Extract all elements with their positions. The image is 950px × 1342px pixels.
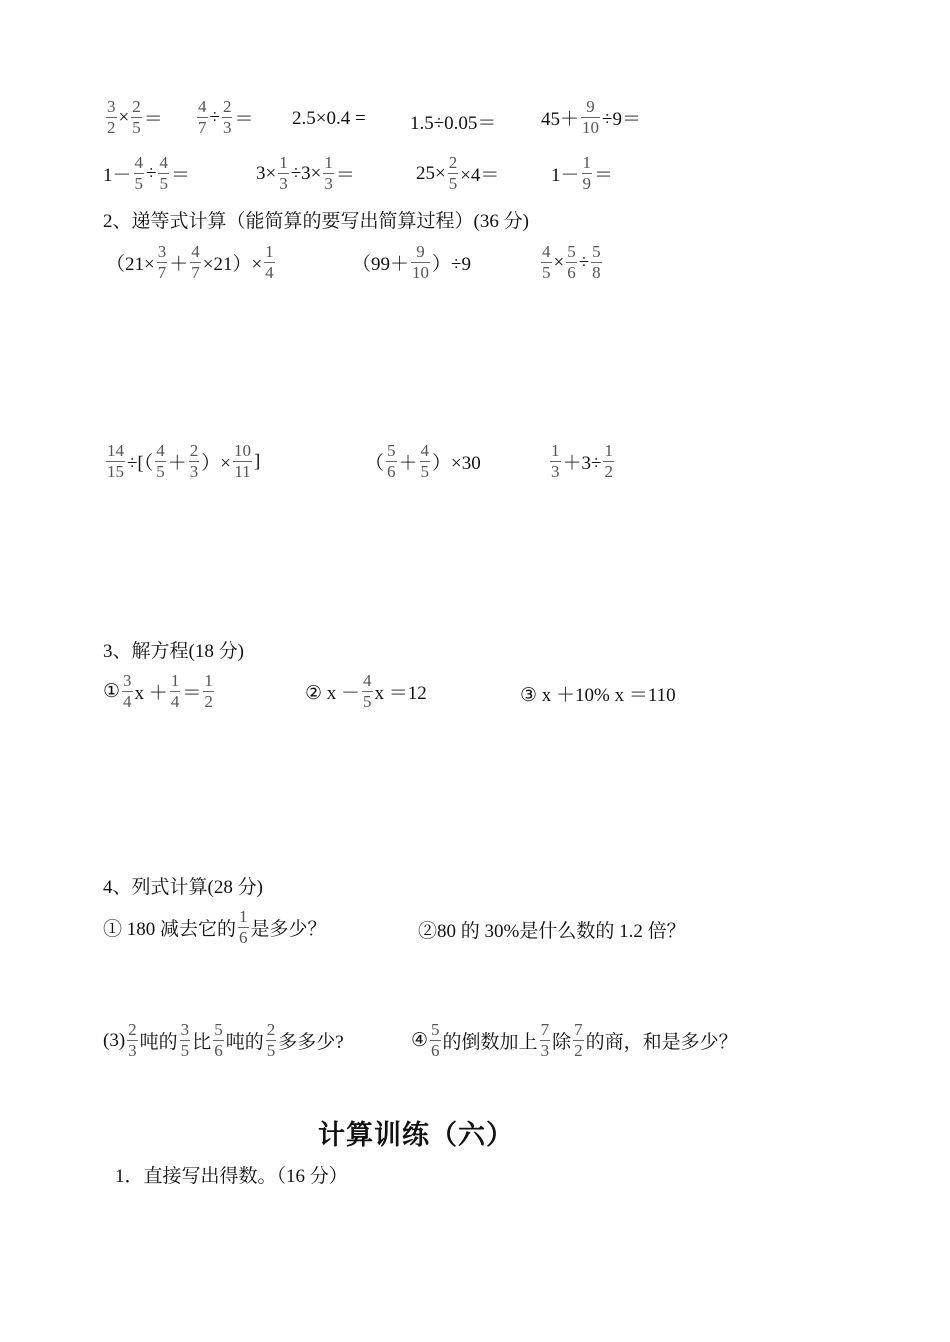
fraction-denominator: 2 <box>604 462 613 481</box>
expression-2-1 <box>103 153 190 194</box>
fraction <box>278 153 289 194</box>
expression-1-2 <box>195 97 253 138</box>
fraction-denominator: 6 <box>214 1041 223 1060</box>
fraction <box>203 671 214 712</box>
fraction-numerator: 3 <box>180 1020 190 1039</box>
expression-2-4 <box>551 153 613 194</box>
fraction <box>541 242 552 283</box>
expression-text: ＝ <box>182 683 202 704</box>
expression-text: 除 <box>552 1032 572 1053</box>
fraction-denominator: 5 <box>363 692 372 711</box>
fraction-denominator: 3 <box>222 118 232 137</box>
expression-text: ）× <box>201 453 231 474</box>
fraction-numerator: 3 <box>123 671 132 690</box>
fraction-numerator: 2 <box>189 441 199 460</box>
expression-text: 多多少? <box>278 1032 344 1053</box>
fraction-denominator: 5 <box>448 174 458 193</box>
fraction <box>430 1020 441 1061</box>
fraction-denominator: 5 <box>159 174 168 193</box>
expression-text: ÷ <box>578 251 590 273</box>
fraction-numerator: 4 <box>542 242 551 261</box>
fraction-numerator: 1 <box>265 242 274 261</box>
fraction-numerator: 2 <box>222 97 232 116</box>
expression-text: (3) <box>103 1029 126 1051</box>
equation-3 <box>520 680 676 707</box>
word-problem-3 <box>103 1020 344 1061</box>
expression-text: ] <box>254 450 261 472</box>
fraction-numerator: 1 <box>604 441 613 460</box>
fraction-denominator: 6 <box>387 462 396 481</box>
fraction <box>603 441 614 482</box>
expression-4-3 <box>548 441 616 482</box>
expression-text: ＋ <box>167 453 187 474</box>
fraction-numerator: 14 <box>107 441 124 460</box>
expression-1-5 <box>541 97 641 138</box>
expression-text: × <box>553 251 565 273</box>
fraction <box>106 441 125 482</box>
expression-text: ÷ <box>146 162 157 184</box>
fraction-denominator: 2 <box>204 692 213 711</box>
expression-1-3 <box>292 108 366 130</box>
expression-text: ＋ <box>398 453 418 474</box>
fraction-denominator: 10 <box>582 118 600 137</box>
expression-text: ②80 的 30%是什么数的 1.2 倍？ <box>418 921 686 942</box>
fraction <box>266 1020 277 1061</box>
fraction-denominator: 3 <box>324 174 333 193</box>
fraction-numerator: 5 <box>431 1020 440 1039</box>
expression-text: ）×30 <box>432 453 481 474</box>
fraction-denominator: 5 <box>266 1041 276 1060</box>
fraction <box>582 153 593 194</box>
expression-text: 1－ <box>103 165 132 186</box>
expression-text: ＋ <box>169 254 189 275</box>
expression-text: ④ <box>411 1030 429 1051</box>
fraction-numerator: 1 <box>239 907 248 926</box>
fraction-numerator: 3 <box>107 97 116 116</box>
expression-text: 45＋ <box>541 109 580 130</box>
fraction-denominator: 5 <box>180 1041 190 1060</box>
expression-text: ×4＝ <box>460 165 500 186</box>
expression-text: 3× <box>256 162 277 184</box>
expression-text: ）÷9 <box>432 254 471 275</box>
expression-3-3 <box>539 242 604 283</box>
expression-text: ÷9＝ <box>602 109 641 130</box>
expression-text: × <box>118 106 130 128</box>
expression-text: （21× <box>106 254 155 275</box>
fraction-numerator: 9 <box>586 97 595 116</box>
expression-text: 25× <box>416 162 446 184</box>
expression-text: （ <box>365 453 385 474</box>
fraction <box>386 441 397 482</box>
fraction <box>134 153 145 194</box>
fraction-numerator: 4 <box>198 97 207 116</box>
fraction <box>448 153 459 194</box>
expression-text: ① 180 减去它的 <box>103 919 237 940</box>
fraction-numerator: 2 <box>132 97 141 116</box>
expression-text: x ＋ <box>134 683 168 704</box>
section4-heading: 4、列式计算(28 分) <box>103 877 263 898</box>
fraction-denominator: 11 <box>234 462 251 481</box>
expression-3-1 <box>106 242 277 283</box>
fraction-denominator: 5 <box>156 462 165 481</box>
fraction <box>581 97 600 138</box>
word-problem-1 <box>103 907 327 948</box>
expression-4-1 <box>104 441 260 482</box>
expression-text: ×21）× <box>202 254 263 275</box>
fraction-numerator: 10 <box>234 441 251 460</box>
fraction-numerator: 4 <box>363 671 372 690</box>
fraction <box>155 441 166 482</box>
fraction-denominator: 6 <box>239 928 248 947</box>
fraction-denominator: 7 <box>157 263 167 282</box>
fraction-numerator: 4 <box>134 153 144 172</box>
fraction-numerator: 2 <box>128 1020 137 1039</box>
fraction-numerator: 4 <box>159 153 168 172</box>
fraction-denominator: 6 <box>431 1041 440 1060</box>
expression-text: 1.5÷0.05＝ <box>410 113 497 134</box>
fraction-denominator: 5 <box>132 118 141 137</box>
fraction-denominator: 3 <box>128 1041 137 1060</box>
fraction-denominator: 3 <box>551 462 560 481</box>
fraction-numerator: 1 <box>551 441 560 460</box>
fraction-denominator: 15 <box>107 462 124 481</box>
fraction-numerator: 7 <box>540 1020 550 1039</box>
fraction-numerator: 4 <box>156 441 165 460</box>
fraction-denominator: 2 <box>574 1041 583 1060</box>
expression-text: ＋3÷ <box>562 453 602 474</box>
expression-1-1 <box>104 97 163 138</box>
fraction-numerator: 4 <box>420 441 430 460</box>
expression-text: 比 <box>192 1032 212 1053</box>
expression-text: 的倒数加上 <box>442 1032 538 1053</box>
section3-heading: 3、解方程(18 分) <box>103 641 244 662</box>
fraction <box>213 1020 224 1061</box>
fraction-numerator: 4 <box>191 242 200 261</box>
expression-1-4 <box>410 108 496 135</box>
fraction <box>591 242 602 283</box>
expression-text: ＝ <box>234 109 254 130</box>
fraction-numerator: 2 <box>266 1020 276 1039</box>
expression-text: ÷3× <box>290 162 322 184</box>
fraction <box>550 441 561 482</box>
fraction-denominator: 4 <box>265 263 274 282</box>
expression-text: ＝ <box>335 165 355 186</box>
fraction <box>323 153 334 194</box>
fraction <box>170 671 181 712</box>
fraction-numerator: 1 <box>279 153 288 172</box>
fraction-numerator: 1 <box>582 153 592 172</box>
fraction-denominator: 5 <box>542 263 551 282</box>
fraction-denominator: 7 <box>198 118 207 137</box>
expression-2-3 <box>416 153 499 194</box>
expression-text: 是多少？ <box>250 919 327 940</box>
fraction <box>180 1020 191 1061</box>
expression-text: ③ x ＋10% x ＝110 <box>520 685 676 706</box>
fraction-denominator: 10 <box>412 263 430 282</box>
fraction-denominator: 3 <box>279 174 288 193</box>
fraction <box>411 242 430 283</box>
fraction <box>197 97 208 138</box>
fraction <box>222 97 233 138</box>
expression-2-2 <box>256 153 355 194</box>
fraction-numerator: 5 <box>387 441 396 460</box>
expression-text: 2.5×0.4 = <box>292 108 366 129</box>
fraction <box>127 1020 138 1061</box>
section2-heading: 2、递等式计算（能简算的要写出简算过程）(36 分) <box>103 211 529 232</box>
expression-text: 1－ <box>551 165 580 186</box>
fraction-denominator: 8 <box>592 263 601 282</box>
word-problem-4 <box>411 1020 738 1061</box>
expression-text: ÷ <box>209 106 220 128</box>
fraction-denominator: 5 <box>134 174 144 193</box>
fraction <box>573 1020 584 1061</box>
fraction-denominator: 3 <box>540 1041 550 1060</box>
fraction-numerator: 1 <box>204 671 213 690</box>
fraction <box>264 242 275 283</box>
equation-2 <box>305 671 427 712</box>
fraction <box>233 441 252 482</box>
expression-text: ＝ <box>594 165 614 186</box>
fraction-numerator: 1 <box>170 671 180 690</box>
fraction-numerator: 5 <box>567 242 576 261</box>
fraction <box>540 1020 551 1061</box>
expression-text: 吨的 <box>225 1032 264 1053</box>
fraction <box>190 242 201 283</box>
fraction-denominator: 7 <box>191 263 200 282</box>
fraction-numerator: 9 <box>416 242 425 261</box>
fraction-numerator: 1 <box>324 153 333 172</box>
fraction <box>131 97 142 138</box>
fraction <box>122 671 133 712</box>
word-problem-2 <box>418 916 686 943</box>
fraction-denominator: 3 <box>189 462 199 481</box>
page-title: 计算训练（六） <box>318 1120 514 1150</box>
expression-text: x ＝12 <box>374 683 427 704</box>
expression-text: ＝ <box>143 109 163 130</box>
expression-text: ② x － <box>305 683 361 704</box>
fraction-numerator: 7 <box>574 1020 583 1039</box>
fraction-denominator: 9 <box>582 174 592 193</box>
fraction <box>189 441 200 482</box>
expression-text: ÷[（ <box>127 453 154 474</box>
fraction-denominator: 4 <box>123 692 132 711</box>
expression-text: 吨的 <box>139 1032 178 1053</box>
fraction-numerator: 2 <box>448 153 458 172</box>
fraction <box>362 671 373 712</box>
fraction-numerator: 3 <box>157 242 167 261</box>
expression-text: 的商，和是多少？ <box>585 1032 738 1053</box>
fraction-denominator: 5 <box>420 462 430 481</box>
expression-3-2 <box>352 242 471 283</box>
expression-4-2 <box>365 441 481 482</box>
section1-heading: 1．直接写出得数。（16 分） <box>115 1166 348 1187</box>
fraction-numerator: 5 <box>214 1020 223 1039</box>
fraction-numerator: 5 <box>592 242 601 261</box>
fraction <box>420 441 431 482</box>
fraction <box>158 153 169 194</box>
expression-text: ＝ <box>170 165 190 186</box>
fraction-denominator: 2 <box>107 118 116 137</box>
fraction <box>157 242 168 283</box>
fraction-denominator: 4 <box>170 692 180 711</box>
fraction <box>566 242 577 283</box>
fraction <box>106 97 117 138</box>
fraction <box>238 907 249 948</box>
expression-text: （99＋ <box>352 254 410 275</box>
expression-text: ① <box>103 681 121 702</box>
fraction-denominator: 6 <box>567 263 576 282</box>
equation-1 <box>103 671 216 712</box>
